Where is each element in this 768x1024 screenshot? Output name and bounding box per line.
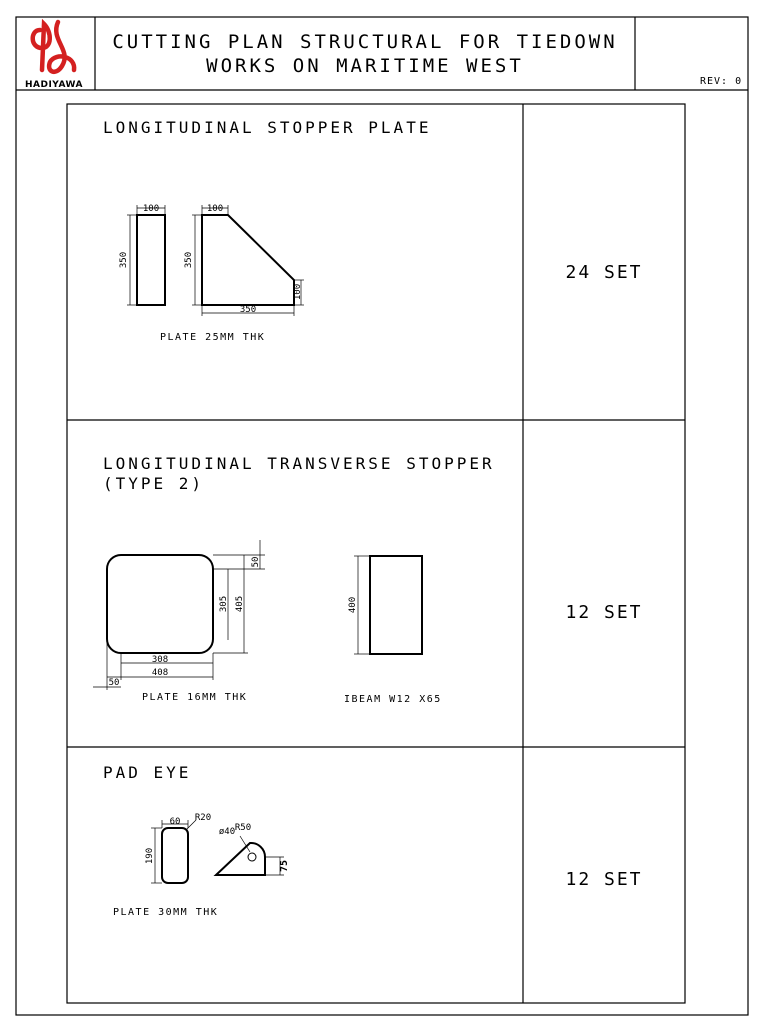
dim-s1-b-top: 100 — [206, 204, 224, 214]
section-title-pad-eye: PAD EYE — [103, 763, 192, 782]
section-subtitle-type2: (TYPE 2) — [103, 474, 205, 493]
dim-s2-inner-h: 305 — [219, 595, 229, 613]
dim-s2-outer-h: 405 — [235, 595, 245, 613]
dim-s3-outer-r: R50 — [234, 823, 252, 833]
dim-s1-a-top: 100 — [142, 204, 160, 214]
dim-s3-width: 60 — [169, 817, 181, 827]
dim-s1-b-side: 350 — [184, 251, 194, 269]
section-title-transverse-stopper: LONGITUDINAL TRANSVERSE STOPPER — [103, 454, 495, 473]
dim-s1-b-bottom: 350 — [239, 305, 257, 315]
revision-label: REV: 0 — [700, 76, 743, 87]
pad-eye-drawing — [151, 820, 284, 883]
sheet-border — [16, 17, 748, 1015]
section-title-stopper-plate: LONGITUDINAL STOPPER PLATE — [103, 118, 432, 137]
dim-s3-side: 75 — [279, 859, 290, 873]
stopper-plate-drawing — [127, 205, 304, 316]
hadiyawa-logo-icon — [33, 22, 74, 72]
dim-s1-a-side: 350 — [119, 251, 129, 269]
caption-ibeam: IBEAM W12 X65 — [344, 694, 442, 705]
dim-s2-beam-h: 400 — [348, 596, 358, 614]
caption-plate-16mm: PLATE 16MM THK — [142, 692, 248, 703]
quantity-pad-eye: 12 SET — [565, 869, 643, 890]
dim-s2-outer-w: 408 — [151, 668, 169, 678]
caption-plate-25mm: PLATE 25MM THK — [160, 332, 266, 343]
caption-plate-30mm: PLATE 30MM THK — [113, 907, 219, 918]
drawing-title-line1: CUTTING PLAN STRUCTURAL FOR TIEDOWN — [112, 31, 618, 53]
dim-s1-b-right: 100 — [293, 283, 303, 301]
quantity-transverse-stopper: 12 SET — [565, 602, 643, 623]
dim-s3-height: 190 — [145, 847, 155, 865]
drawing-title-line2: WORKS ON MARITIME WEST — [206, 55, 524, 77]
logo-wordmark: HADIYAWA — [24, 80, 84, 90]
dim-s2-top-right: 50 — [251, 556, 261, 568]
dim-s2-inner-w: 308 — [151, 655, 169, 665]
quantity-stopper-plate: 24 SET — [565, 262, 643, 283]
dim-s2-left: 50 — [108, 678, 120, 688]
dim-s3-hole: ø40 — [218, 827, 236, 837]
dim-s3-radius: R20 — [194, 813, 212, 823]
